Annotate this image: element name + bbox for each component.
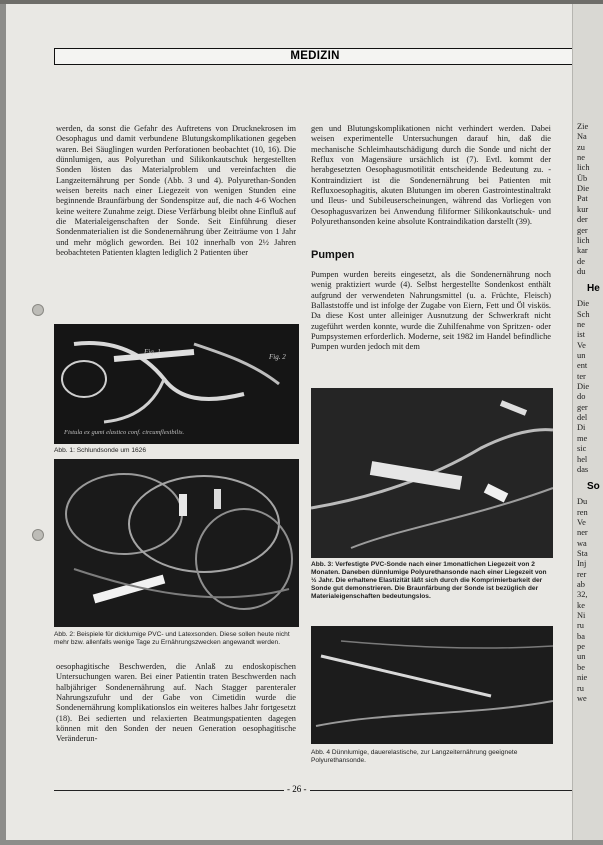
next-page-line: Die (577, 184, 590, 194)
next-page-line: be (577, 662, 585, 672)
next-page-line: ab (577, 580, 585, 589)
figure-inscription: Fistula ex gumi elastico conf. circumflexibilis. (64, 429, 185, 436)
footer-rule (54, 790, 572, 791)
next-page-heading: He (587, 283, 600, 295)
page-number: - 26 - (284, 784, 310, 794)
next-page-line: ru (577, 683, 584, 693)
next-page-line: der (577, 215, 588, 225)
next-page-line: 32, (577, 590, 588, 600)
fig-label: Fig. 1 (144, 348, 161, 356)
next-page-line: das (577, 464, 589, 474)
next-page-line: Üb (577, 173, 588, 183)
illustration-pvc-latex-tubes (54, 459, 299, 627)
punch-hole (32, 304, 44, 316)
next-page-line: del (577, 413, 588, 423)
next-page-line: rer (577, 569, 587, 579)
next-page-line: kar (577, 246, 588, 256)
next-page-line: ren (577, 507, 588, 517)
punch-hole (32, 529, 44, 541)
next-page-line: lich (577, 163, 590, 173)
next-page-line: ger (577, 402, 588, 412)
next-page-line: un (577, 652, 586, 662)
next-page-line: wa (577, 538, 587, 548)
next-page-line: Sch (577, 309, 590, 319)
next-page-line: Die (577, 299, 590, 309)
figure-1-caption: Abb. 1: Schlundsonde um 1626 (54, 447, 147, 454)
next-page-line: pe (577, 642, 585, 652)
next-page-line: ist (577, 330, 585, 340)
figure-4-caption: Abb. 4 Dünnlumige, dauerelastische, zur Langzeiternährung geeignete Polyurethansonde. (311, 749, 518, 764)
next-page-line: Ve (577, 340, 586, 350)
next-page-heading: So (587, 481, 600, 493)
document-page (6, 4, 572, 840)
next-page-line: Die (577, 382, 590, 392)
next-page-line: Di (577, 423, 586, 433)
next-page-line: Zie (577, 122, 589, 131)
fig-label: Fig. 2 (269, 353, 286, 361)
paragraph: werden, da sonst die Gefahr des Auftretens von Drucknekrosen im Oesophagus und damit verbundene Blutungskomplikationen gegeben waren. Bei Säuglingen wurden Perforationen beobachtet (10, 16). Die dünnlumigen, aus Polyurethan und Silikonkautschuk hergestellten Sonden lösten das Materialproblem und vereinfachten die Langzeiternährung per Sonde (Abb. 3 und 4). Polyurethan-Sonden weisen bereits nach einer Liegezeit von wenigen Stunden eine beginnende Braunfärbung der Sondenspitze auf, die nach 4-6 Wochen keine weitere Zunahme zeigt. Diese Verfärbung bleibt ohne Einfluß auf die Materialeigenschaften der Sonde. Seit Einführung dieser Sondenmaterialien ist die Sondenernährung über Zeiträume von 1 Jahr und mehr möglich geworden. Bei 102 innerhalb von 2½ Jahren beobachteten Patienten klagten lediglich 2 Patienten über (56, 124, 296, 258)
next-page-line: ner (577, 528, 588, 538)
figure-2-caption: Abb. 2: Beispiele für dicklumige PVC- und Latexsonden. Diese sollen heute nicht mehr bzw. allenfalls wenige Tage zu Ernährungszwecken angewandt werden. (54, 631, 290, 646)
next-page-line: zu (577, 142, 585, 152)
paragraph: gen und Blutungskomplikationen nicht verhindert werden. Dabei weisen experimentelle Untersuchungen darauf hin, daß die mechanische Schleimhautschädigung durch die Sonde und nicht der Reflux von Magensäure ursächlich ist (7). Evtl. kommt der herabgesetzten Oesophagusmotilität entscheidende Bedeutung zu. - Kontraindiziert ist die Sondenernährung bei Patienten mit Refluxoesophagitis, akuten Blutungen im oberen Gastrointestinaltrakt und Ileus- und Subileuserscheinungen, während das Vorliegen von Oesophagusvarizen bei Anwendung filiformer Silikonkautschuk- und Polyurethansonden keine absolute Kontraindikation darstellt (39). (311, 124, 551, 227)
column-2-text-middle (311, 270, 551, 353)
column-1-text-bottom (56, 662, 296, 745)
figure-1-photo (54, 324, 299, 444)
next-page-line: Ve (577, 517, 586, 527)
next-page-fragment (572, 4, 603, 840)
next-page-line: ger (577, 225, 588, 235)
next-page-line: ne (577, 319, 585, 329)
paragraph: oesophagitische Beschwerden, die Anlaß zu endoskopischen Untersuchungen waren. Bei einer Patientin traten Beschwerden nach halbjähriger Sondenernährung auf. Nach Stagger parenteraler Nahrungszufuhr und der Gabe von Cimetidin wurde die Sondenernährung komplikationslos ein weiteres halbes Jahr fortgesetzt (18). Bei sedierten und relaxierten Beatmungspatienten dagegen können mit den Sonden der neuen Generation oesophagitische Veränderun- (56, 662, 296, 744)
next-page-line: ter (577, 371, 586, 381)
figure-3-photo (311, 388, 553, 558)
next-page-line: me (577, 433, 588, 443)
figure-2-photo (54, 459, 299, 627)
next-page-line: we (577, 693, 587, 703)
next-page-line: ke (577, 600, 585, 610)
next-page-line: Du (577, 497, 588, 507)
illustration-polyurethane-tube (311, 626, 553, 744)
next-page-line: ru (577, 621, 584, 631)
next-page-line: du (577, 266, 586, 276)
next-page-line: Pat (577, 194, 588, 204)
next-page-line: Sta (577, 548, 588, 558)
next-page-line: ne (577, 153, 585, 163)
next-page-line: nie (577, 673, 588, 683)
next-page-line: hel (577, 454, 588, 464)
illustration-compressed-tube (311, 388, 553, 558)
section-heading: Pumpen (311, 249, 355, 261)
column-2-text-top (311, 124, 551, 227)
next-page-line: de (577, 256, 585, 266)
column-1-text-top (56, 124, 296, 258)
next-page-line: Ni (577, 611, 586, 621)
illustration-schlundsonde (54, 324, 299, 444)
next-page-line: un (577, 351, 586, 360)
next-page-line: sic (577, 444, 587, 454)
figure-4-photo (311, 626, 553, 744)
next-page-line: lich (577, 235, 590, 245)
next-page-line: do (577, 392, 586, 402)
next-page-line: Inj (577, 559, 587, 569)
figure-3-caption: Abb. 3: Verfestigte PVC-Sonde nach einer 1monatlichen Liegezeit von 2 Monaten. Daneben dünnlumige Polyurethansonde nach einer Liegezeit von ½ Jahr. Die erhaltene Elastizität läßt sich durch die Komprimierbarkeit der Sonde gut demonstrieren. Die Braunfärbung der Sonde ist bezüglich der Materialeigenschaften bedeutungslos. (311, 561, 547, 600)
next-page-line: ent (577, 361, 588, 371)
paragraph: Pumpen wurden bereits eingesetzt, als die Sondenernährung noch wenig praktiziert wurde (4). Selbst hergestellte Sondenkost enthält aufgrund der verwendeten Nahrungsmittel (u. a. Früchte, Fleisch) Ballaststoffe und ist infolge der Zugabe von Eiern, Fett und Öl viskös. Da diese Kost unter alleiniger Ausnutzung der Schwerkraft nicht zugeführt werden konnte, wurde die Zuhilfenahme von Spritzen- oder Pumpsystemen erforderlich. Moderne, seit 1982 im Handel befindliche Pumpen wurden jedoch mit dem (311, 270, 551, 352)
section-header: MEDIZIN (54, 48, 572, 65)
next-page-line: ba (577, 631, 585, 641)
next-page-line: Na (577, 132, 587, 142)
next-page-line: kur (577, 204, 589, 214)
